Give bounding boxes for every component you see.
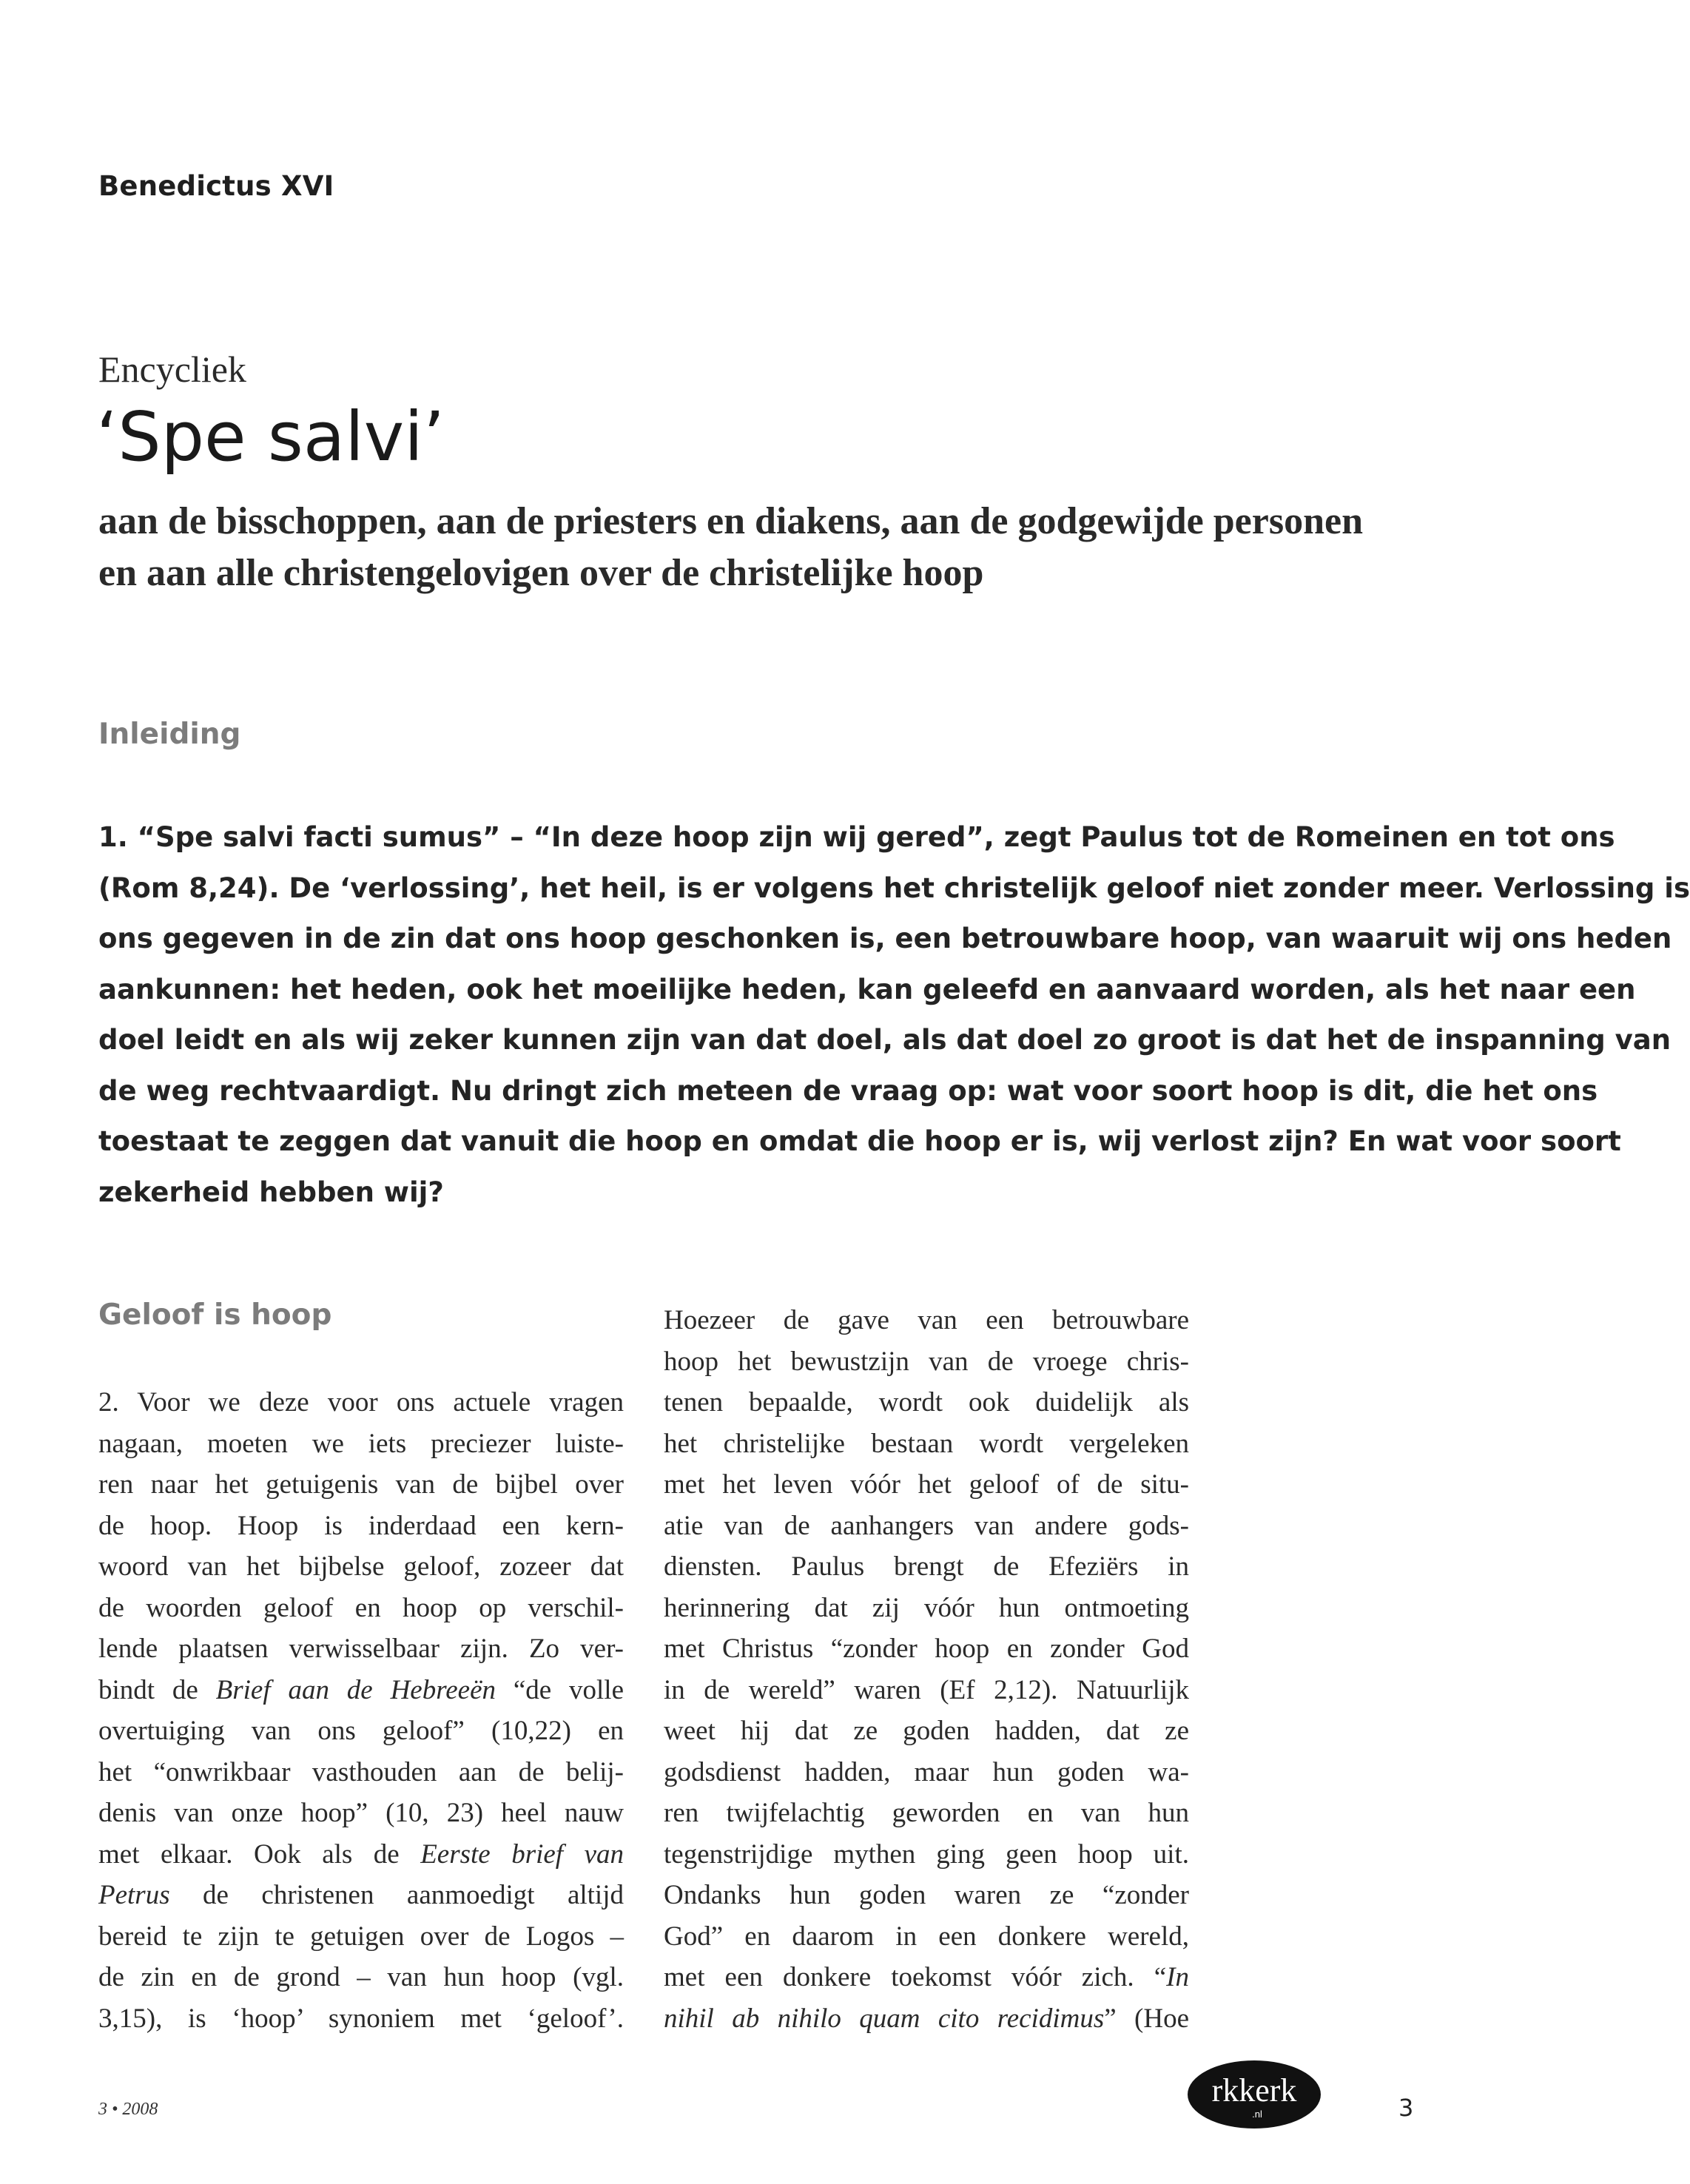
column-line bbox=[98, 1875, 624, 1916]
left-column-text bbox=[98, 1382, 624, 2039]
column-line: het christelijke bestaan wordt vergeleken bbox=[664, 1428, 1189, 1459]
column-line: 2. Voor we deze voor ons actuele vragen bbox=[98, 1387, 624, 1418]
document-title: ‘Spe salvi’ bbox=[96, 397, 445, 476]
column-line bbox=[98, 1670, 624, 1711]
paragraph-line: (Rom 8,24). De ‘verlossing’, het heil, is er volgens het christelijk geloof niet zonder meer. Verlossing is bbox=[98, 872, 1690, 904]
paragraph-line: ons gegeven in de zin dat ons hoop geschonken is, een betrouwbare hoop, van waaruit wij ons heden bbox=[98, 923, 1672, 954]
column-line: herinnering dat zij vóór hun ontmoeting bbox=[664, 1592, 1189, 1623]
italic-title-hebreeen: Brief aan de Hebreeën bbox=[215, 1674, 496, 1705]
text-run: de christenen aanmoedigt altijd bbox=[169, 1880, 624, 1910]
text-run: met elkaar. Ook als de bbox=[98, 1838, 421, 1870]
text-run: bindt de bbox=[98, 1674, 216, 1705]
column-line bbox=[98, 1834, 624, 1875]
paragraph-line: 1. “Spe salvi facti sumus” – “In deze hoop zijn wij gered”, zegt Paulus tot de Romeinen en tot ons bbox=[98, 821, 1615, 853]
right-column-text bbox=[664, 1300, 1189, 2039]
logo-text: rkkerk bbox=[1211, 2072, 1297, 2109]
column-line: denis van onze hoop” (10, 23) heel nauw bbox=[98, 1798, 624, 1828]
paragraph-line: zekerheid hebben wij? bbox=[98, 1176, 444, 1208]
footer-issue: 3 • 2008 bbox=[98, 2100, 158, 2119]
text-run: met een donkere toekomst vóór zich. “ bbox=[664, 1962, 1167, 1992]
document-kicker: Encycliek bbox=[98, 348, 246, 390]
column-line: atie van de aanhangers van andere gods- bbox=[664, 1510, 1189, 1541]
section-heading-inleiding: Inleiding bbox=[98, 718, 241, 751]
paragraph-line: toestaat te zeggen dat vanuit die hoop en omdat die hoop er is, wij verlost zijn? En wat voor soort bbox=[98, 1125, 1621, 1157]
intro-paragraph bbox=[98, 812, 1690, 1218]
column-line: het “onwrikbaar vasthouden aan de belij- bbox=[98, 1756, 624, 1787]
text-run: “de volle bbox=[496, 1674, 625, 1705]
column-line: lende plaatsen verwisselbaar zijn. Zo ver- bbox=[98, 1634, 624, 1664]
column-line bbox=[664, 1998, 1189, 2040]
section-heading-geloof-is-hoop: Geloof is hoop bbox=[98, 1298, 332, 1332]
column-line: de zin en de grond – van hun hoop (vgl. bbox=[98, 1962, 624, 1992]
italic-title-petrus: Petrus bbox=[98, 1880, 170, 1910]
paragraph-line: de weg rechtvaardigt. Nu dringt zich meteen de vraag op: wat voor soort hoop is dit, die het ons bbox=[98, 1074, 1598, 1107]
logo-suffix: .nl bbox=[1252, 2109, 1262, 2120]
column-line: woord van het bijbelse geloof, zozeer dat bbox=[98, 1551, 624, 1582]
column-line: de hoop. Hoop is inderdaad een kern- bbox=[98, 1510, 624, 1541]
text-run: ” (Hoe bbox=[1104, 2003, 1189, 2034]
column-line: nagaan, moeten we iets preciezer luiste- bbox=[98, 1428, 624, 1459]
italic-latin-quote: nihil ab nihilo quam cito recidimus bbox=[664, 2003, 1105, 2034]
column-line: tenen bepaalde, wordt ook duidelijk als bbox=[664, 1387, 1189, 1418]
subtitle-line: aan de bisschoppen, aan de priesters en diakens, aan de godgewijde personen bbox=[98, 500, 1363, 542]
column-line: met Christus “zonder hoop en zonder God bbox=[664, 1634, 1189, 1664]
subtitle-line: en aan alle christengelovigen over de christelijke hoop bbox=[98, 552, 984, 594]
column-line: God” en daarom in een donkere wereld, bbox=[664, 1921, 1189, 1952]
column-line: Ondanks hun goden waren ze “zonder bbox=[664, 1880, 1189, 1910]
paragraph-line: aankunnen: het heden, ook het moeilijke heden, kan geleefd en aanvaard worden, als het naar een bbox=[98, 973, 1636, 1005]
column-line: hoop het bewustzijn van de vroege chris- bbox=[664, 1346, 1189, 1377]
column-line: de woorden geloof en hoop op verschil- bbox=[98, 1592, 624, 1623]
column-line: ren twijfelachtig geworden en van hun bbox=[664, 1798, 1189, 1828]
column-line bbox=[664, 1957, 1189, 1998]
column-line: diensten. Paulus brengt de Efeziërs in bbox=[664, 1551, 1189, 1582]
column-line: Hoezeer de gave van een betrouwbare bbox=[664, 1305, 1189, 1335]
column-line: weet hij dat ze goden hadden, dat ze bbox=[664, 1716, 1189, 1746]
column-line: met het leven vóór het geloof of de situ- bbox=[664, 1469, 1189, 1500]
rkkerk-logo bbox=[1186, 2058, 1322, 2131]
column-line: tegenstrijdige mythen ging geen hoop uit. bbox=[664, 1838, 1189, 1870]
column-line: ren naar het getuigenis van de bijbel over bbox=[98, 1469, 624, 1500]
page-number: 3 bbox=[1398, 2094, 1414, 2122]
column-line: bereid te zijn te getuigen over de Logos – bbox=[98, 1921, 624, 1952]
author-name: Benedictus XVI bbox=[98, 170, 334, 202]
italic-title-petrus: Eerste brief van bbox=[420, 1838, 624, 1870]
italic-latin-quote: In bbox=[1166, 1962, 1189, 1992]
column-line: in de wereld” waren (Ef 2,12). Natuurlijk bbox=[664, 1674, 1189, 1705]
column-line: godsdienst hadden, maar hun goden wa- bbox=[664, 1756, 1189, 1787]
paragraph-line: doel leidt en als wij zeker kunnen zijn van dat doel, als dat doel zo groot is dat het de inspanning van bbox=[98, 1024, 1672, 1056]
document-subtitle bbox=[98, 496, 1430, 599]
column-line: 3,15), is ‘hoop’ synoniem met ‘geloof’. bbox=[98, 2003, 624, 2034]
column-line: overtuiging van ons geloof” (10,22) en bbox=[98, 1716, 624, 1746]
